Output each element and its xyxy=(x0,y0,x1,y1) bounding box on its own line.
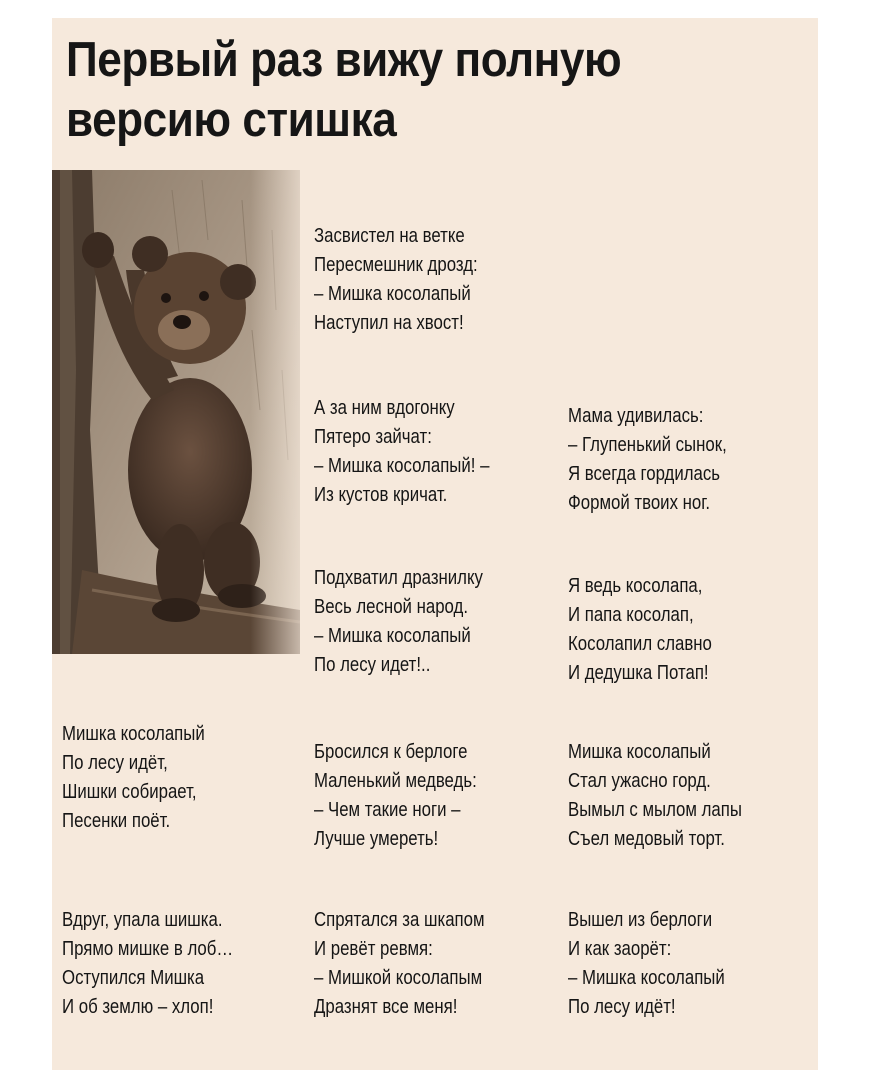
stanza-line: Из кустов кричат. xyxy=(314,484,448,506)
stanza-line: Я ведь косолапа, xyxy=(568,575,703,597)
stanza-line: – Мишка косолапый xyxy=(314,625,471,647)
stanza-line: – Мишка косолапый xyxy=(314,283,471,305)
stanza-line: Весь лесной народ. xyxy=(314,596,469,618)
page-title xyxy=(66,30,621,150)
stanza-line: – Мишкой косолапым xyxy=(314,967,483,989)
title-line-1: Первый раз вижу полную xyxy=(66,33,622,87)
meme-card xyxy=(52,18,818,1070)
stanza-line: Дразнят все меня! xyxy=(314,996,458,1018)
stanza-line: Стал ужасно горд. xyxy=(568,770,711,792)
stanza-line: – Глупенький сынок, xyxy=(568,434,727,456)
stanza-line: Засвистел на ветке xyxy=(314,225,465,247)
stanza-2 xyxy=(314,394,489,510)
stanza-line: По лесу идет!.. xyxy=(314,654,431,676)
stanza-6 xyxy=(62,720,205,836)
stanza-line: Вымыл с мылом лапы xyxy=(568,799,742,821)
stanza-line: По лесу идёт, xyxy=(62,752,168,774)
stanza-line: Маленький медведь: xyxy=(314,770,477,792)
stanza-line: И ревёт ревмя: xyxy=(314,938,433,960)
stanza-line: Бросился к берлоге xyxy=(314,741,468,763)
stanza-line: А за ним вдогонку xyxy=(314,397,455,419)
stanza-line: Наступил на хвост! xyxy=(314,312,464,334)
stanza-line: Подхватил дразнилку xyxy=(314,567,483,589)
stanza-line: – Мишка косолапый! – xyxy=(314,455,490,477)
stanza-line: Мама удивилась: xyxy=(568,405,704,427)
stanza-line: И как заорёт: xyxy=(568,938,672,960)
stanza-line: Пятеро зайчат: xyxy=(314,426,432,448)
stanza-3 xyxy=(568,402,727,518)
stanza-line: И дедушка Потап! xyxy=(568,662,709,684)
stanza-line: Вышел из берлоги xyxy=(568,909,713,931)
stanza-7 xyxy=(314,738,477,854)
stanza-line: Прямо мишке в лоб… xyxy=(62,938,234,960)
title-line-2: версию стишка xyxy=(66,93,397,147)
stanza-9 xyxy=(62,906,233,1022)
stanza-line: Спрятался за шкапом xyxy=(314,909,485,931)
stanza-line: Пересмешник дрозд: xyxy=(314,254,478,276)
stanza-1 xyxy=(314,222,478,338)
stanza-10 xyxy=(314,906,485,1022)
stanza-line: Оступился Мишка xyxy=(62,967,205,989)
stanza-line: Съел медовый торт. xyxy=(568,828,725,850)
stanza-5 xyxy=(568,572,712,688)
stanza-line: По лесу идёт! xyxy=(568,996,676,1018)
stanza-line: Мишка косолапый xyxy=(568,741,711,763)
stanza-line: Мишка косолапый xyxy=(62,723,205,745)
stanza-line: Шишки собирает, xyxy=(62,781,197,803)
stanza-line: И папа косолап, xyxy=(568,604,694,626)
stanza-line: Косолапил славно xyxy=(568,633,712,655)
stanza-line: Лучше умереть! xyxy=(314,828,439,850)
stanza-line: Я всегда гордилась xyxy=(568,463,721,485)
stanza-4 xyxy=(314,564,483,680)
stanza-line: Песенки поёт. xyxy=(62,810,171,832)
stanza-11 xyxy=(568,906,725,1022)
stanza-line: И об землю – хлоп! xyxy=(62,996,214,1018)
bear-cub-photo xyxy=(52,170,300,654)
stanza-line: – Мишка косолапый xyxy=(568,967,725,989)
stanza-line: – Чем такие ноги – xyxy=(314,799,461,821)
stanza-line: Вдруг, упала шишка. xyxy=(62,909,223,931)
stanza-line: Формой твоих ног. xyxy=(568,492,710,514)
stanza-8 xyxy=(568,738,742,854)
